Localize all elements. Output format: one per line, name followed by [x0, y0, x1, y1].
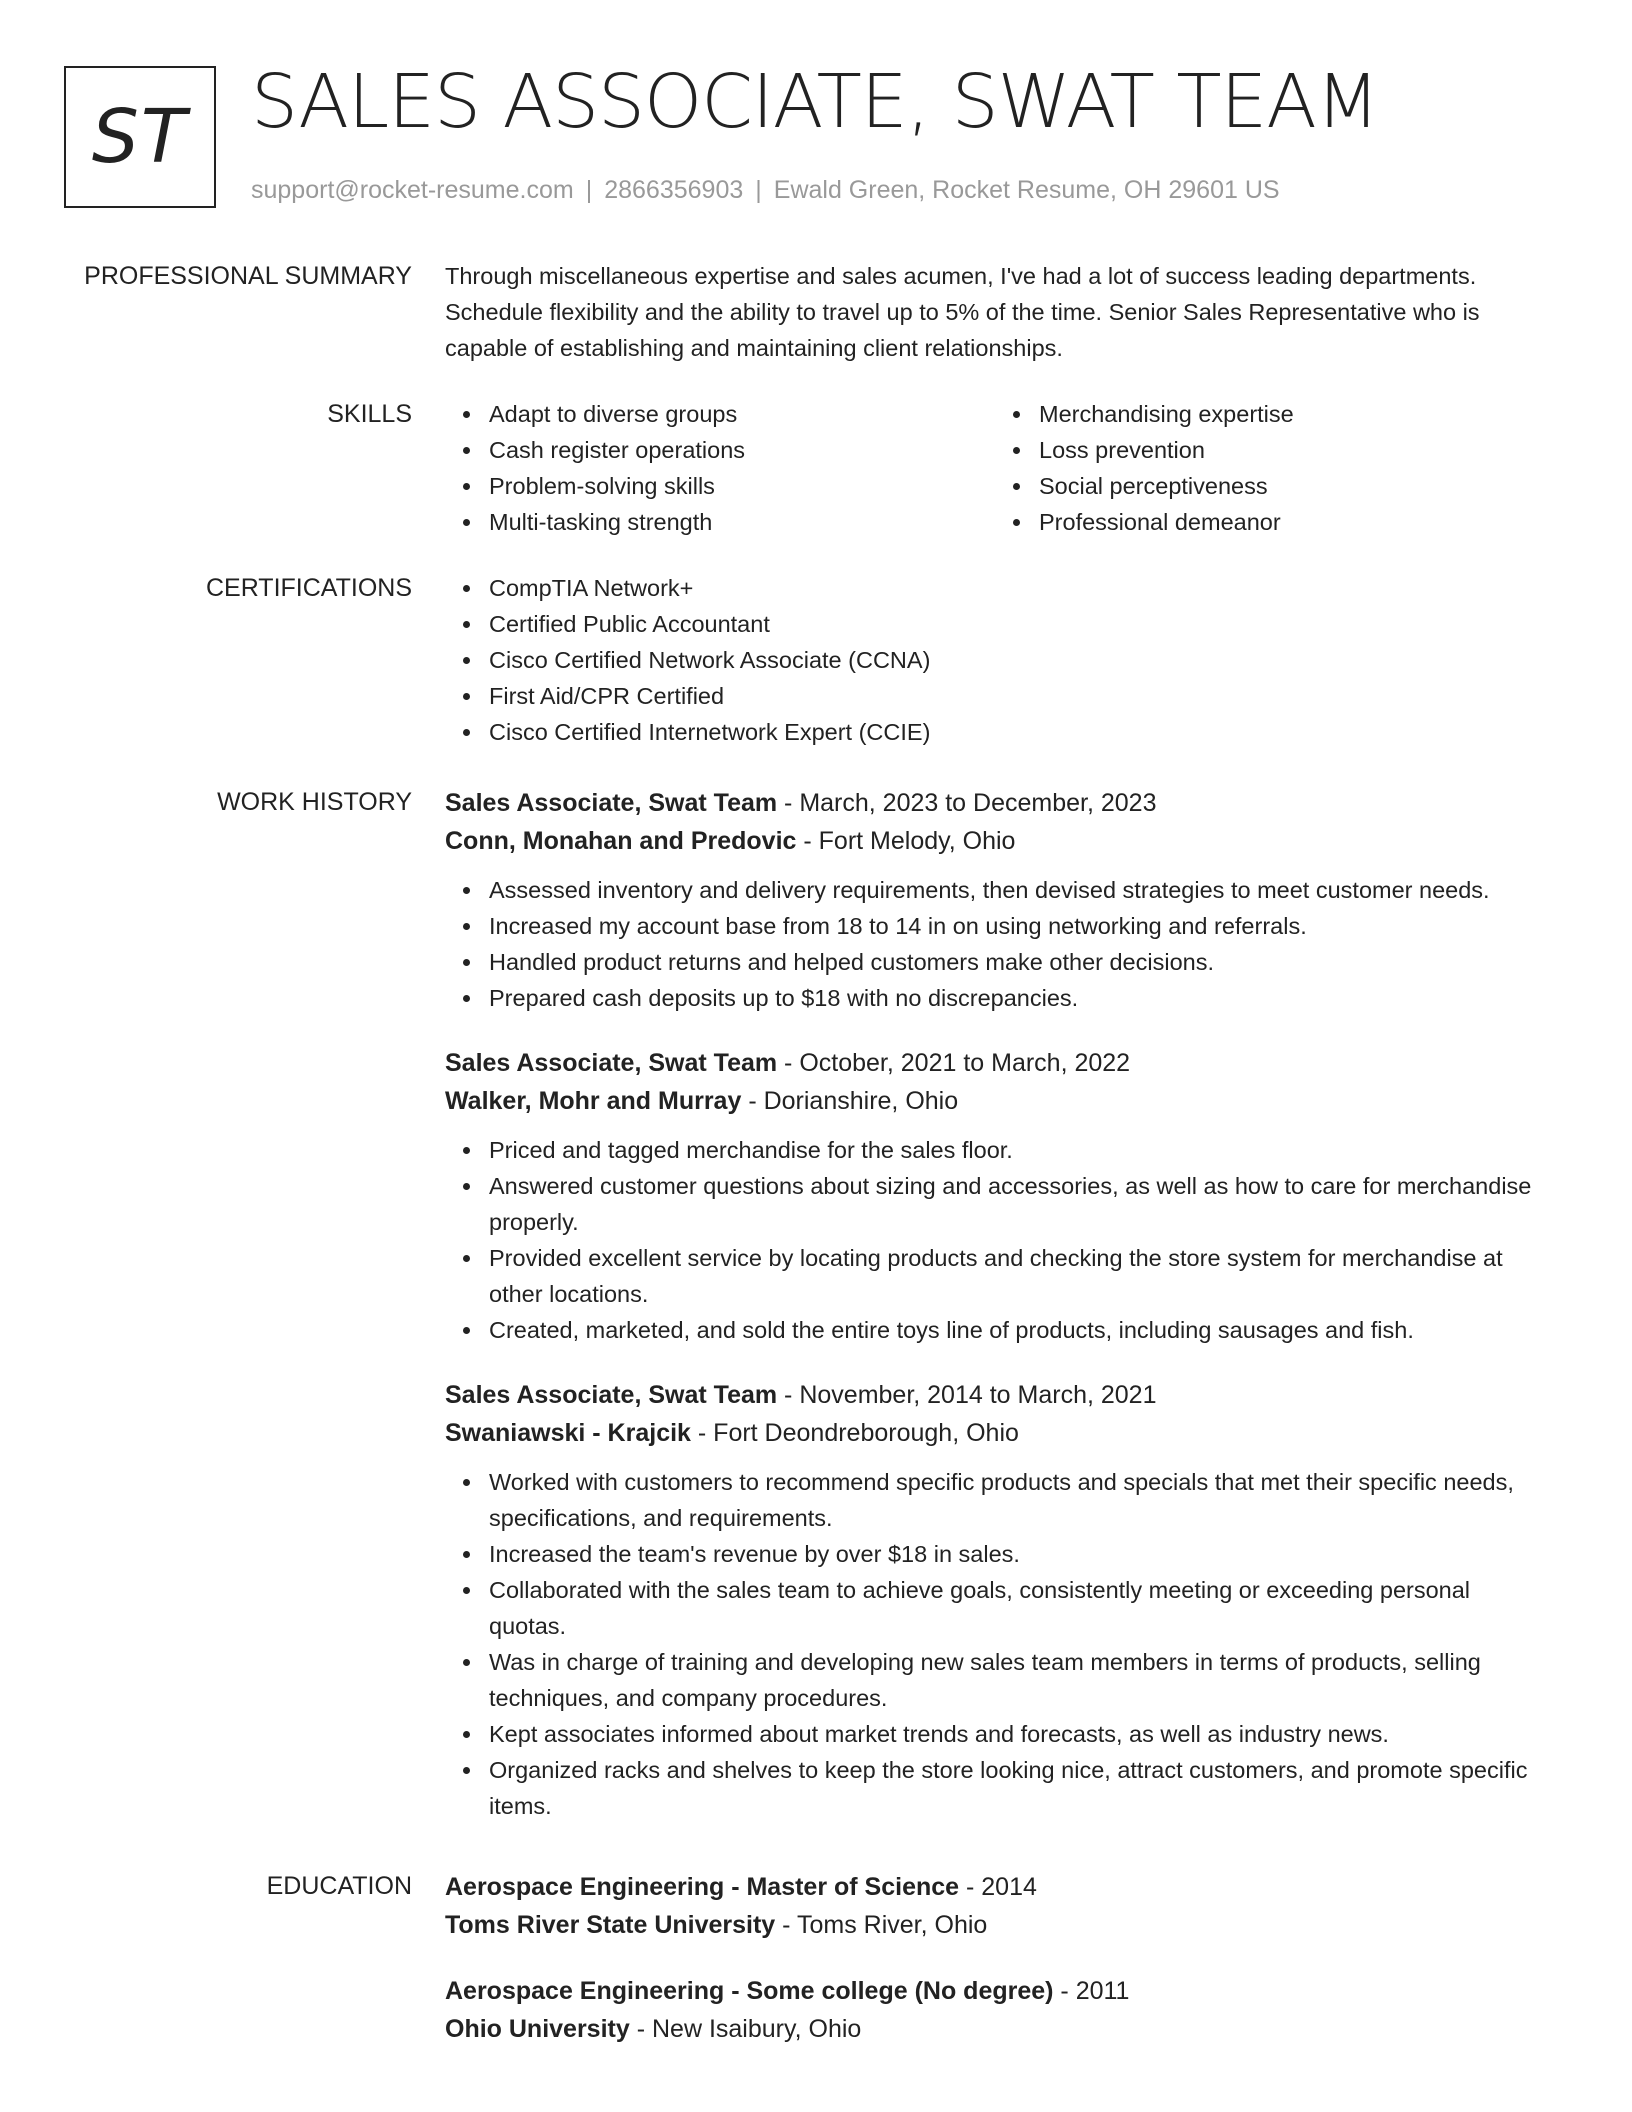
job-bullet: Increased the team's revenue by over $18 in sales.	[489, 1536, 1545, 1572]
section-label-certifications: CERTIFICATIONS	[205, 574, 412, 602]
job-bullet: Increased my account base from 18 to 14 in on using networking and referrals.	[489, 908, 1545, 944]
skill-item: Professional demeanor	[1039, 504, 1545, 540]
education-entry	[445, 1868, 1545, 1944]
job-location: - Fort Deondreborough, Ohio	[690, 1419, 1019, 1447]
education-location: - New Isaibury, Ohio	[629, 2015, 862, 2043]
job-bullet: Assessed inventory and delivery requirements, then devised strategies to meet customer needs.	[489, 872, 1545, 908]
education-degree: Aerospace Engineering - Some college (No degree)	[445, 1977, 1054, 2005]
job-bullet: Was in charge of training and developing new sales team members in terms of products, selling techniques, and company procedures.	[489, 1644, 1545, 1716]
job-bullets	[445, 872, 1545, 1016]
skill-item: Social perceptiveness	[1039, 468, 1545, 504]
job-company: Swaniawski - Krajcik	[445, 1419, 691, 1447]
job-location: - Fort Melody, Ohio	[796, 827, 1016, 855]
job-dates: - November, 2014 to March, 2021	[777, 1381, 1157, 1409]
skill-item: Loss prevention	[1039, 432, 1545, 468]
job-bullet: Prepared cash deposits up to $18 with no discrepancies.	[489, 980, 1545, 1016]
page-title: SALES ASSOCIATE, SWAT TEAM	[251, 59, 1379, 145]
job-company-line	[445, 1414, 1545, 1452]
education-degree-line	[445, 1972, 1545, 2010]
skill-item: Merchandising expertise	[1039, 396, 1545, 432]
job-company-line	[445, 822, 1545, 860]
contact-email: support@rocket-resume.com	[251, 176, 574, 204]
job-bullet: Priced and tagged merchandise for the sales floor.	[489, 1132, 1545, 1168]
certification-item: Cisco Certified Internetwork Expert (CCIE)	[489, 714, 1545, 750]
job-title: Sales Associate, Swat Team	[445, 1381, 778, 1409]
certifications-list	[445, 570, 1545, 750]
contact-address: Ewald Green, Rocket Resume, OH 29601 US	[773, 176, 1280, 204]
job-company-line	[445, 1082, 1545, 1120]
education-school-line	[445, 2010, 1545, 2048]
summary-content	[445, 258, 1545, 366]
certification-item: Cisco Certified Network Associate (CCNA)	[489, 642, 1545, 678]
job-entry	[445, 784, 1545, 1016]
contact-separator: |	[755, 176, 762, 204]
job-bullet: Kept associates informed about market trends and forecasts, as well as industry news.	[489, 1716, 1545, 1752]
monogram-initials: ST	[91, 94, 189, 180]
job-bullet: Organized racks and shelves to keep the store looking nice, attract customers, and promote specific items.	[489, 1752, 1545, 1824]
education-school-line	[445, 1906, 1545, 1944]
certification-item: First Aid/CPR Certified	[489, 678, 1545, 714]
job-title-line	[445, 1044, 1545, 1082]
skill-item: Cash register operations	[489, 432, 995, 468]
job-bullet: Created, marketed, and sold the entire toys line of products, including sausages and fish.	[489, 1312, 1545, 1348]
section-label-skills: SKILLS	[327, 400, 412, 428]
education-school: Ohio University	[445, 2015, 630, 2043]
section-label-education: EDUCATION	[266, 1872, 412, 1900]
job-bullets	[445, 1464, 1545, 1824]
skill-item: Adapt to diverse groups	[489, 396, 995, 432]
job-entry	[445, 1376, 1545, 1824]
skill-item: Multi-tasking strength	[489, 504, 995, 540]
education-location: - Toms River, Ohio	[775, 1911, 988, 1939]
education-degree: Aerospace Engineering - Master of Science	[445, 1873, 960, 1901]
job-title-line	[445, 784, 1545, 822]
skill-item: Problem-solving skills	[489, 468, 995, 504]
certification-item: Certified Public Accountant	[489, 606, 1545, 642]
section-label-summary: PROFESSIONAL SUMMARY	[84, 262, 412, 290]
summary-text: Through miscellaneous expertise and sales acumen, I've had a lot of success leading departments. Schedule flexibility and the ability to travel up to 5% of the time. Senior Sales Representative who is capable of establishing and maintaining client relationships.	[445, 263, 1480, 361]
skills-content	[445, 396, 1545, 540]
job-entry	[445, 1044, 1545, 1348]
education-degree-line	[445, 1868, 1545, 1906]
skills-column-2	[995, 396, 1545, 540]
education-year: - 2011	[1053, 1977, 1130, 2005]
education-year: - 2014	[959, 1873, 1037, 1901]
job-company: Walker, Mohr and Murray	[445, 1087, 742, 1115]
contact-line	[251, 174, 1280, 206]
job-dates: - October, 2021 to March, 2022	[777, 1049, 1131, 1077]
job-title: Sales Associate, Swat Team	[445, 1049, 778, 1077]
education-content	[445, 1868, 1545, 2076]
work-history-content	[445, 784, 1545, 1852]
job-title-line	[445, 1376, 1545, 1414]
job-bullet: Collaborated with the sales team to achieve goals, consistently meeting or exceeding personal quotas.	[489, 1572, 1545, 1644]
job-company: Conn, Monahan and Predovic	[445, 827, 797, 855]
education-entry	[445, 1972, 1545, 2048]
skills-column-1	[445, 396, 995, 540]
job-bullet: Handled product returns and helped customers make other decisions.	[489, 944, 1545, 980]
job-bullets	[445, 1132, 1545, 1348]
job-bullet: Provided excellent service by locating products and checking the store system for merchandise at other locations.	[489, 1240, 1545, 1312]
monogram-box	[64, 66, 216, 208]
certifications-content	[445, 570, 1545, 750]
certification-item: CompTIA Network+	[489, 570, 1545, 606]
job-bullet: Worked with customers to recommend specific products and specials that met their specific needs, specifications, and requirements.	[489, 1464, 1545, 1536]
job-title: Sales Associate, Swat Team	[445, 789, 778, 817]
job-dates: - March, 2023 to December, 2023	[777, 789, 1157, 817]
contact-phone: 2866356903	[604, 176, 744, 204]
section-label-work-history: WORK HISTORY	[217, 788, 412, 816]
job-location: - Dorianshire, Ohio	[741, 1087, 959, 1115]
education-school: Toms River State University	[445, 1911, 776, 1939]
contact-separator: |	[585, 176, 593, 204]
job-bullet: Answered customer questions about sizing and accessories, as well as how to care for merchandise properly.	[489, 1168, 1545, 1240]
